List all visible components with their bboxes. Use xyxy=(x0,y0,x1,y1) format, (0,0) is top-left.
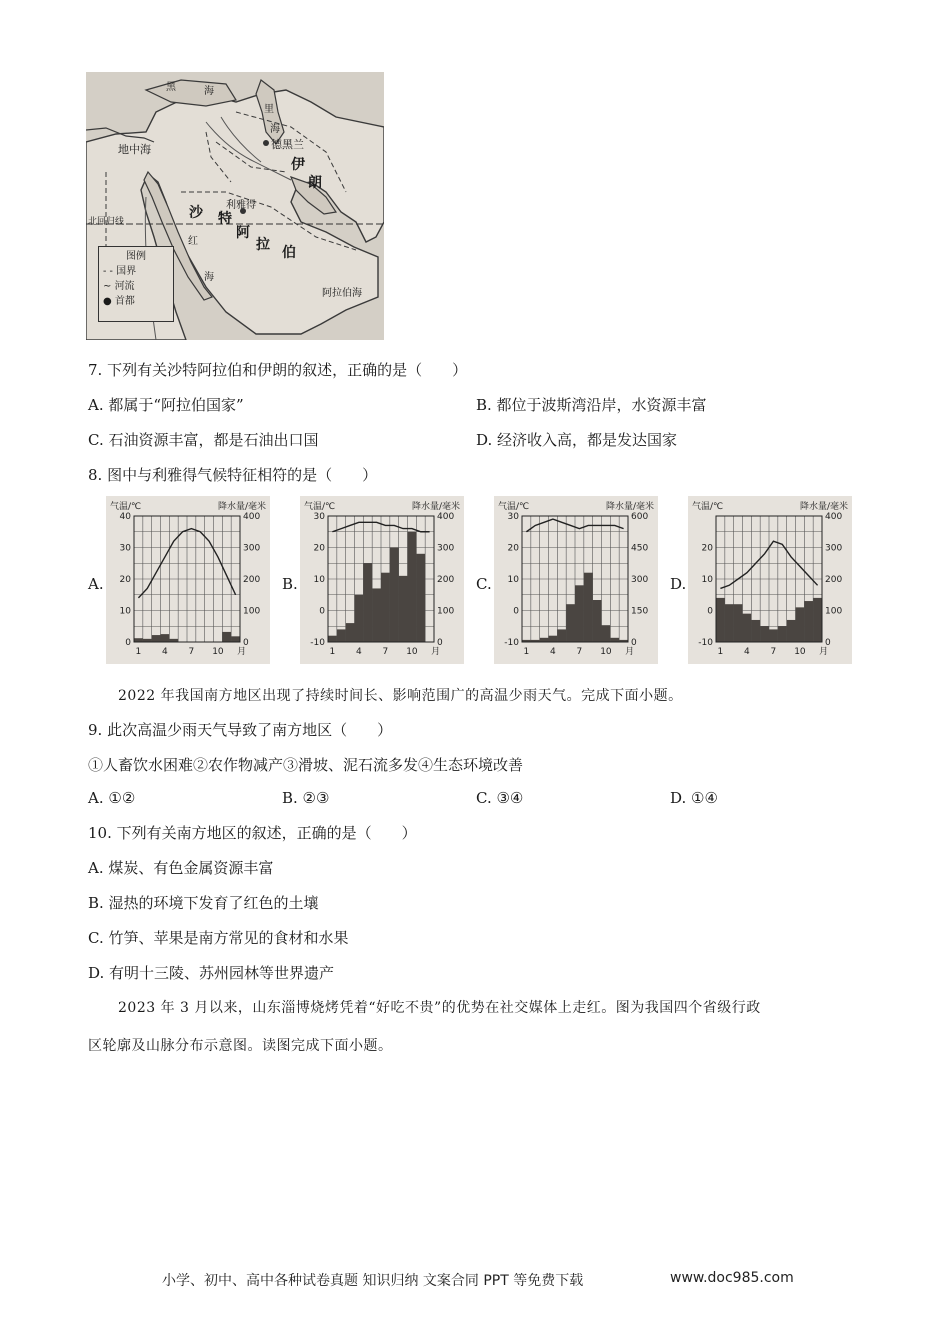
temp-axis-title: 气温/℃ xyxy=(692,502,724,512)
precipitation-bar xyxy=(372,588,381,642)
precip-axis-title: 降水量/毫米 xyxy=(217,502,266,512)
map-label-tehran: 德黑兰 xyxy=(271,138,304,151)
q10-option-a: A. 煤炭、有色金属资源丰富 xyxy=(88,859,274,877)
month-tick-label: 7 xyxy=(382,647,389,657)
month-tick-label: 10 xyxy=(212,647,224,657)
capital-dot-icon: ● xyxy=(103,296,115,307)
q8-stem: 8. 图中与利雅得气候特征相符的是（ ） xyxy=(88,466,378,484)
month-tick-label: 4 xyxy=(744,647,750,657)
precip-tick-label: 600 xyxy=(631,512,649,522)
legend-border: - - 国界 xyxy=(103,266,137,277)
precipitation-bar xyxy=(751,620,760,642)
precipitation-bar xyxy=(575,585,584,642)
precipitation-bar xyxy=(408,532,417,642)
month-tick-label: 月 xyxy=(625,647,635,657)
precipitation-bar xyxy=(813,598,822,642)
q9-items: ①人畜饮水困难②农作物减产③滑坡、泥石流多发④生态环境改善 xyxy=(88,756,524,774)
temp-tick-label: -10 xyxy=(504,638,519,648)
precip-tick-label: 200 xyxy=(825,575,843,585)
month-tick-label: 10 xyxy=(794,647,806,657)
precipitation-bar xyxy=(610,638,619,642)
precipitation-bar xyxy=(363,563,372,642)
q7-option-a: A. 都属于“阿拉伯国家” xyxy=(88,396,244,414)
map-label-red-sea-1: 红 xyxy=(188,236,198,247)
map-label-black-sea-2: 海 xyxy=(204,86,214,97)
precipitation-bar xyxy=(337,629,346,642)
map-label-black-sea: 黑 xyxy=(166,82,176,93)
passage-heat-drought: 2022 年我国南方地区出现了持续时间长、影响范围广的高温少雨天气。完成下面小题。 xyxy=(118,688,683,704)
q10-stem: 10. 下列有关南方地区的叙述，正确的是（ ） xyxy=(88,824,417,842)
temp-tick-label: 40 xyxy=(119,512,131,522)
precip-tick-label: 100 xyxy=(243,606,261,617)
precip-tick-label: 0 xyxy=(825,638,831,648)
legend-capital: ● 首都 xyxy=(103,296,135,307)
map-legend xyxy=(98,246,174,322)
precip-tick-label: 400 xyxy=(243,512,261,522)
temp-axis-title: 气温/℃ xyxy=(304,502,336,512)
precip-tick-label: 0 xyxy=(437,638,443,648)
precip-tick-label: 0 xyxy=(243,638,249,648)
temp-tick-label: 20 xyxy=(119,575,131,585)
middle-east-map xyxy=(86,72,384,340)
temp-tick-label: 10 xyxy=(507,575,519,585)
temp-tick-label: 30 xyxy=(507,512,519,522)
q7-stem: 7. 下列有关沙特阿拉伯和伊朗的叙述，正确的是（ ） xyxy=(88,361,468,379)
q9-option-c: C. ③④ xyxy=(476,789,524,807)
temp-tick-label: -10 xyxy=(310,638,325,648)
precip-tick-label: 200 xyxy=(437,575,455,585)
passage-zibo-line1: 2023 年 3 月以来，山东淄博烧烤凭着“好吃不贵”的优势在社交媒体上走红。图为我国四个省级行政 xyxy=(118,1000,761,1016)
temp-tick-label: 20 xyxy=(701,543,713,554)
map-label-mediterranean: 地中海 xyxy=(118,143,151,156)
temp-tick-label: 20 xyxy=(507,543,519,554)
precipitation-bar xyxy=(725,604,734,642)
map-label-arabian-sea: 阿拉伯海 xyxy=(322,288,362,299)
precipitation-bar xyxy=(161,634,170,642)
precip-tick-label: 100 xyxy=(437,606,455,617)
month-tick-label: 1 xyxy=(523,647,530,657)
precip-axis-title: 降水量/毫米 xyxy=(411,502,460,512)
precipitation-bar xyxy=(399,576,408,642)
precipitation-bar xyxy=(231,636,240,642)
legend-title: 图例 xyxy=(126,251,146,262)
footer-url[interactable]: www.doc985.com xyxy=(670,1270,794,1286)
map-label-tropic: 北回归线 xyxy=(88,217,125,227)
precipitation-bar xyxy=(328,636,337,642)
precipitation-bar xyxy=(602,625,611,642)
q8-label-d: D. xyxy=(670,575,687,593)
precip-axis-title: 降水量/毫米 xyxy=(605,502,654,512)
precipitation-bar xyxy=(743,614,752,642)
precipitation-bar xyxy=(584,573,593,642)
precip-tick-label: 450 xyxy=(631,543,649,554)
precipitation-bar xyxy=(540,638,549,642)
precipitation-bar xyxy=(355,595,364,642)
temp-tick-label: 0 xyxy=(319,606,325,617)
precip-tick-label: 100 xyxy=(825,606,843,617)
temp-tick-label: 0 xyxy=(125,638,131,648)
precipitation-bar xyxy=(566,604,575,642)
q7-option-b: B. 都位于波斯湾沿岸，水资源丰富 xyxy=(476,396,707,414)
temp-tick-label: 10 xyxy=(313,575,325,585)
precipitation-bar xyxy=(390,548,399,643)
map-label-caspian: 里 xyxy=(264,104,274,115)
month-tick-label: 1 xyxy=(329,647,336,657)
map-label-red-sea-2: 海 xyxy=(204,272,214,283)
month-tick-label: 7 xyxy=(770,647,777,657)
precip-tick-label: 400 xyxy=(437,512,455,522)
q7-option-d: D. 经济收入高，都是发达国家 xyxy=(476,431,678,449)
q8-label-b: B. xyxy=(282,575,298,593)
q10-option-d: D. 有明十三陵、苏州园林等世界遗产 xyxy=(88,964,335,982)
precip-tick-label: 300 xyxy=(631,575,649,585)
map-label-saudi-4: 拉 xyxy=(256,237,270,253)
precipitation-bar xyxy=(787,620,796,642)
map-label-saudi-1: 沙 xyxy=(189,205,203,221)
river-line-icon: ∼ xyxy=(103,281,115,292)
temp-tick-label: -10 xyxy=(698,638,713,648)
month-tick-label: 10 xyxy=(406,647,418,657)
precipitation-bar xyxy=(716,598,725,642)
precip-tick-label: 300 xyxy=(825,543,843,554)
precip-tick-label: 150 xyxy=(631,606,649,617)
q10-option-b: B. 湿热的环境下发育了红色的土壤 xyxy=(88,894,319,912)
q9-option-d: D. ①④ xyxy=(670,789,718,807)
precip-tick-label: 200 xyxy=(243,575,261,585)
precip-tick-label: 300 xyxy=(437,543,455,554)
q8-label-a: A. xyxy=(88,575,104,593)
month-tick-label: 4 xyxy=(356,647,362,657)
precipitation-bar xyxy=(134,638,143,642)
temp-axis-title: 气温/℃ xyxy=(110,502,142,512)
map-label-saudi-5: 伯 xyxy=(282,245,296,261)
month-tick-label: 1 xyxy=(135,647,142,657)
precip-tick-label: 300 xyxy=(243,543,261,554)
precipitation-bar xyxy=(593,600,602,642)
border-line-icon: - - xyxy=(103,266,117,277)
temp-tick-label: 0 xyxy=(707,606,713,617)
precipitation-bar xyxy=(796,607,805,642)
precipitation-bar xyxy=(804,601,813,642)
climate-chart-c xyxy=(494,496,658,664)
precipitation-bar xyxy=(778,626,787,642)
month-tick-label: 4 xyxy=(550,647,556,657)
precipitation-bar xyxy=(760,626,769,642)
q8-label-c: C. xyxy=(476,575,492,593)
footer-text: 小学、初中、高中各种试卷真题 知识归纳 文案合同 PPT 等免费下载 xyxy=(162,1273,584,1289)
month-tick-label: 月 xyxy=(237,647,247,657)
map-label-saudi-3: 阿 xyxy=(236,225,250,241)
climate-chart-b xyxy=(300,496,464,664)
precipitation-bar xyxy=(222,632,231,642)
precipitation-bar xyxy=(549,636,558,642)
q7-option-c: C. 石油资源丰富，都是石油出口国 xyxy=(88,431,319,449)
q9-option-a: A. ①② xyxy=(88,789,136,807)
precipitation-bar xyxy=(152,635,161,642)
temp-tick-label: 30 xyxy=(313,512,325,522)
q10-option-c: C. 竹笋、苹果是南方常见的食材和水果 xyxy=(88,929,349,947)
climate-chart-d xyxy=(688,496,852,664)
month-tick-label: 10 xyxy=(600,647,612,657)
month-tick-label: 4 xyxy=(162,647,168,657)
map-label-iran-2: 朗 xyxy=(308,175,322,191)
precipitation-bar xyxy=(769,629,778,642)
month-tick-label: 月 xyxy=(431,647,441,657)
precipitation-bar xyxy=(346,623,355,642)
passage-zibo-line2: 区轮廓及山脉分布示意图。读图完成下面小题。 xyxy=(88,1038,393,1054)
precipitation-bar xyxy=(734,604,743,642)
precip-tick-label: 0 xyxy=(631,638,637,648)
q9-option-b: B. ②③ xyxy=(282,789,330,807)
map-label-caspian-2: 海 xyxy=(270,124,280,135)
temp-axis-title: 气温/℃ xyxy=(498,502,530,512)
precipitation-bar xyxy=(557,629,566,642)
temp-tick-label: 20 xyxy=(313,543,325,554)
temp-tick-label: 30 xyxy=(119,543,131,554)
q9-stem: 9. 此次高温少雨天气导致了南方地区（ ） xyxy=(88,721,393,739)
climate-chart-a xyxy=(106,496,270,664)
precip-axis-title: 降水量/毫米 xyxy=(799,502,848,512)
precipitation-bar xyxy=(416,554,425,642)
map-label-iran-1: 伊 xyxy=(291,157,305,173)
legend-river: ∼ 河流 xyxy=(103,281,135,292)
month-tick-label: 1 xyxy=(717,647,724,657)
month-tick-label: 7 xyxy=(576,647,583,657)
month-tick-label: 月 xyxy=(819,647,829,657)
temp-tick-label: 10 xyxy=(701,575,713,585)
precipitation-bar xyxy=(381,573,390,642)
month-tick-label: 7 xyxy=(188,647,195,657)
temp-tick-label: 10 xyxy=(119,606,131,617)
temp-tick-label: 0 xyxy=(513,606,519,617)
map-label-riyadh: 利雅得 xyxy=(226,200,256,211)
precip-tick-label: 400 xyxy=(825,512,843,522)
map-label-saudi-2: 特 xyxy=(218,211,232,227)
